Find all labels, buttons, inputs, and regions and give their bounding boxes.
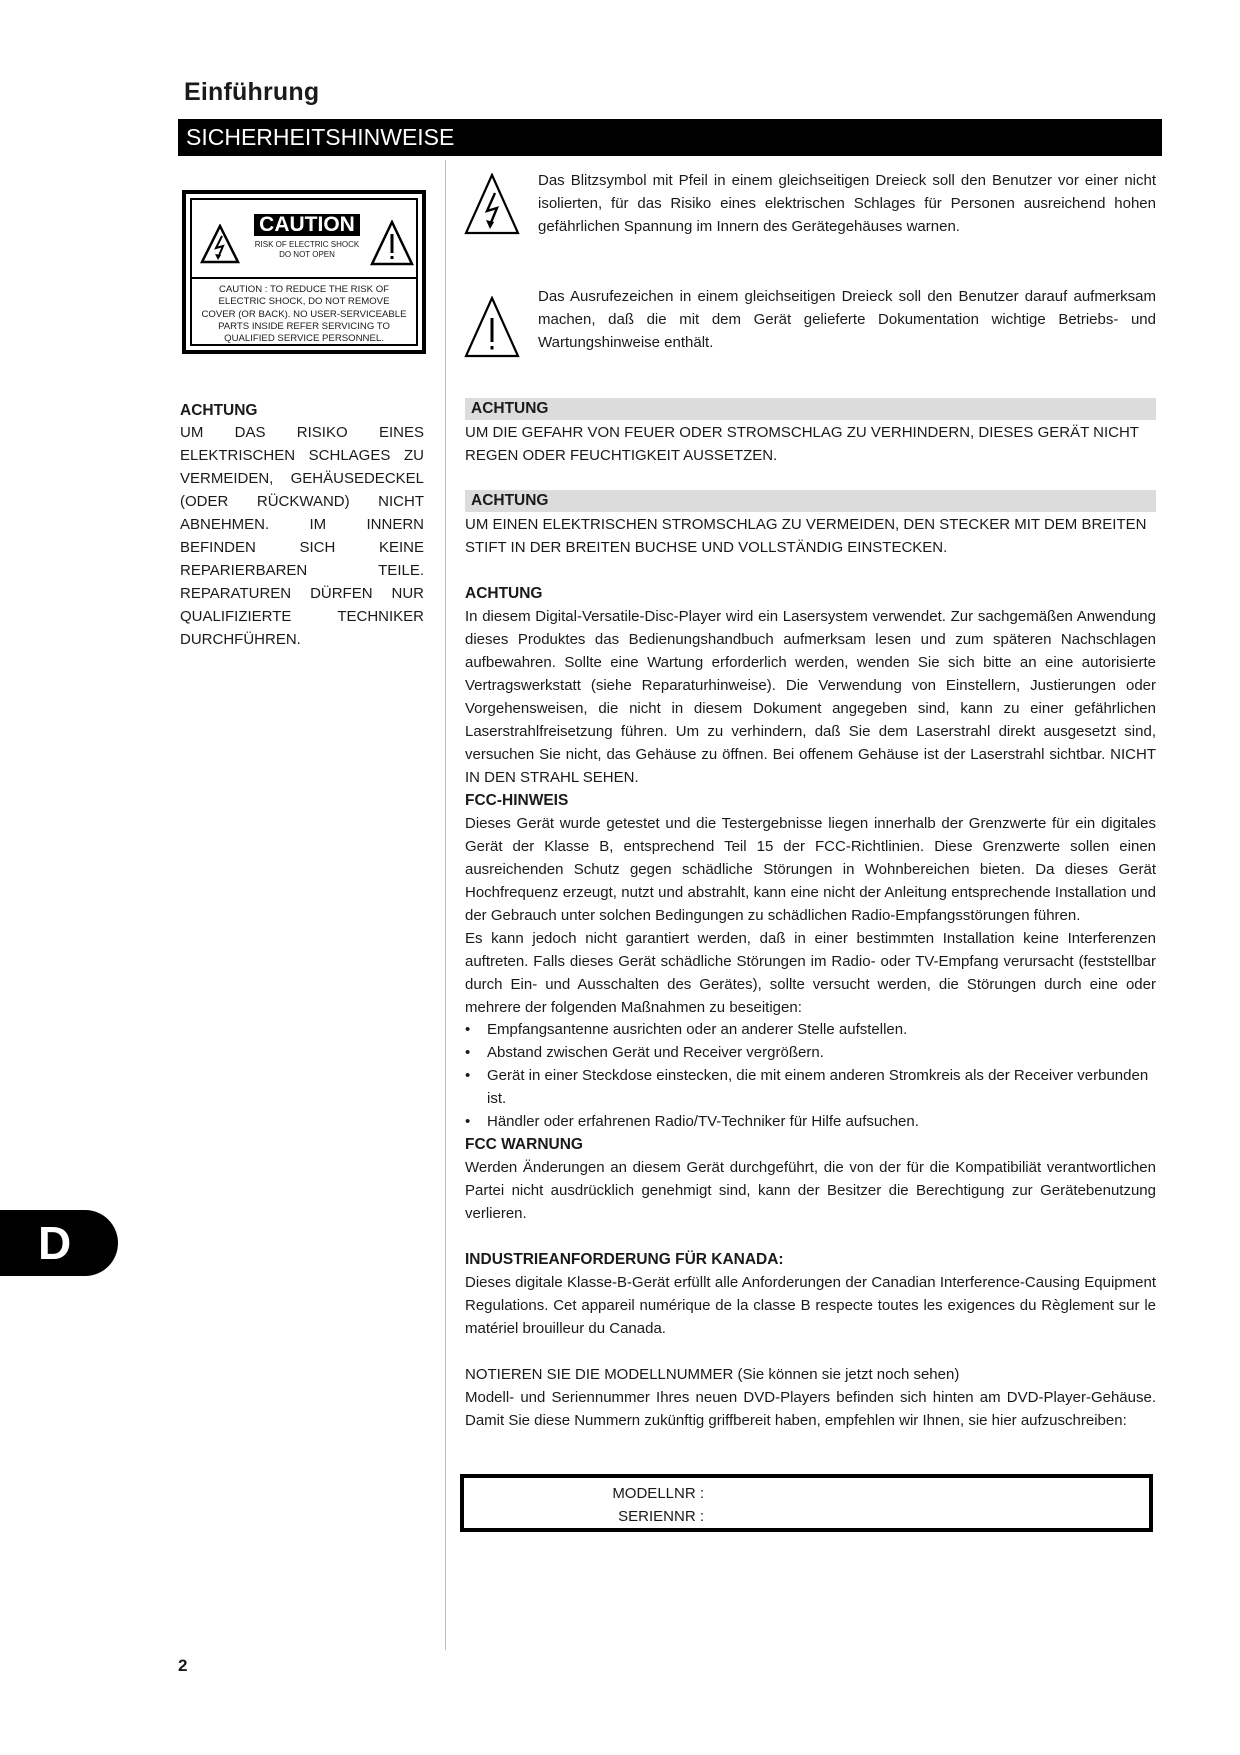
section-title: Einführung (184, 78, 320, 106)
caution-text-line: COVER (OR BACK). NO USER-SERVICEABLE (201, 308, 407, 320)
left-achtung-heading: ACHTUNG (180, 402, 258, 419)
list-item: • Abstand zwischen Gerät und Receiver vergrößern. (465, 1041, 1156, 1064)
caution-separator (192, 277, 416, 279)
caution-text (196, 284, 412, 345)
model-number-note-text: Modell- und Seriennummer Ihres neuen DVD-Players befinden sich hinten am DVD-Player-Gehäuse. Damit Sie diese Nummern zukünftig griffbereit haben, empfehlen wir Ihnen, sie hier aufzuschreiben: (465, 1389, 1156, 1429)
caution-risk-text (250, 240, 364, 260)
caution-text-line: ELECTRIC SHOCK, DO NOT REMOVE (218, 296, 390, 308)
list-item: • Gerät in einer Steckdose einstecken, die mit einem anderen Stromkreis als der Receiver verbunden ist. (465, 1064, 1156, 1110)
achtung-heading-3: ACHTUNG (465, 585, 543, 602)
model-number-label: MODELLNR : (612, 1485, 704, 1502)
caution-risk-line: DO NOT OPEN (279, 250, 335, 259)
section-heading-bar: SICHERHEITSHINWEISE (178, 119, 1162, 156)
fcc-notice-heading: FCC-HINWEIS (465, 792, 569, 809)
achtung-laser-text: In diesem Digital-Versatile-Disc-Player wird ein Lasersystem verwendet. Zur sachgemäßen Anwendung dieses Produktes das Bedienungshandbuch aufmerksam lesen und zum späteren Nachschlagen aufbewahren. Sollte eine Wartung erforderlich werden, wenden Sie sich bitte an eine autorisierte Vertragswerkstatt (siehe Reparaturhinweise). Die Verwendung von Einstellern, Justierungen oder Vorgehensweisen, die nicht in diesem Dokument angegeben sind, kann zu einer gefährlichen Laserstrahlfreisetzung führen. Um zu verhindern, daß Sie dem Laserstrahl direkt ausgesetzt sind, versuchen Sie nicht, das Gehäuse zu öffnen. Bei offenem Gehäuse ist der Laserstrahl sichtbar. NICHT IN DEN STRAHL SEHEN. (465, 608, 1156, 786)
serial-number-label: SERIENNR : (618, 1508, 704, 1525)
fcc-warning-text: Werden Änderungen an diesem Gerät durchgeführt, die von der für die Kompatibiliät verantwortlichen Partei nicht ausdrücklich genehmigt sind, kann der Besitzer die Berechtigung zur Gerätebenutzung verlieren. (465, 1159, 1156, 1222)
achtung-text-2: UM EINEN ELEKTRISCHEN STROMSCHLAG ZU VERMEIDEN, DEN STECKER MIT DEM BREITEN STIFT IN DER BREITEN BUCHSE UND VOLLSTÄNDIG EINSTECKEN. (465, 516, 1147, 556)
caution-risk-line: RISK OF ELECTRIC SHOCK (254, 240, 360, 249)
list-item: • Empfangsantenne ausrichten oder an anderer Stelle aufstellen. (465, 1018, 1156, 1041)
model-number-note-heading: NOTIEREN SIE DIE MODELLNUMMER (Sie können sie jetzt noch sehen) (465, 1366, 960, 1383)
fcc-notice-paragraph-1: Dieses Gerät wurde getestet und die Testergebnisse liegen innerhalb der Grenzwerte für ein digitales Gerät der Klasse B, entsprechend Teil 15 der FCC-Richtlinien. Diese Grenzwerte sollen einen ausreichenden Schutz gegen schädliche Störungen in Wohnbereichen bieten. Da dieses Gerät Hochfrequenz erzeugt, nutzt und abstrahlt, kann eine nicht der Anleitung entsprechende Installation und der Gebrauch unter solchen Bedingungen zu schädlichen Radio-Empfangsstörungen führen. (465, 815, 1156, 924)
fcc-notice-paragraph-2: Es kann jedoch nicht garantiert werden, daß in einer bestimmten Installation keine Interferenzen auftreten. Falls dieses Gerät schädliche Störungen im Radio- oder TV-Empfang verursacht (feststellbar durch Ein- und Ausschalten des Gerätes), sollte versucht werden, die Störungen durch eine oder mehrere der folgenden Maßnahmen zu beseitigen: (465, 930, 1156, 1016)
left-achtung-text: UM DAS RISIKO EINES ELEKTRISCHEN SCHLAGES ZU VERMEIDEN, GEHÄUSEDECKEL (ODER RÜCKWAND) NICHT ABNEHMEN. IM INNERN BEFINDEN SICH KEINE REPARIERBAREN TEILE. REPARATUREN DÜRFEN NUR QUALIFIZIERTE TECHNIKER DURCHFÜHREN. (180, 424, 424, 648)
exclamation-symbol-explanation: Das Ausrufezeichen in einem gleichseitigen Dreieck soll den Benutzer darauf aufmerksam machen, daß die mit dem Gerät gelieferte Dokumentation wichtige Betriebs- und Wartungshinweise enthält. (538, 288, 1156, 351)
fcc-notice-text (465, 812, 1156, 1019)
list-item: • Händler oder erfahrenen Radio/TV-Techniker für Hilfe aufsuchen. (465, 1110, 1156, 1133)
language-tab: D (0, 1210, 118, 1276)
lightning-symbol-explanation: Das Blitzsymbol mit Pfeil in einem gleichseitigen Dreieck soll den Benutzer vor einer nicht isolierten, für das Risiko eines elektrischen Schlages für Personen ausreichend hohen gefährlichen Spannung im Innern des Gerätegehäuses warnen. (538, 172, 1156, 235)
caution-text-line: CAUTION : TO REDUCE THE RISK OF (218, 284, 390, 295)
achtung-heading-1: ACHTUNG (465, 398, 1156, 420)
lightning-warning-icon (200, 224, 240, 264)
exclamation-warning-icon (370, 220, 414, 266)
page-number: 2 (178, 1656, 188, 1675)
canada-heading: INDUSTRIEANFORDERUNG FÜR KANADA: (465, 1251, 784, 1268)
column-divider (445, 160, 446, 1650)
achtung-heading-2: ACHTUNG (465, 490, 1156, 512)
fcc-measures-list (465, 1018, 1156, 1133)
caution-text-line: QUALIFIED SERVICE PERSONNEL. (224, 333, 384, 345)
caution-word: CAUTION (254, 214, 360, 236)
caution-text-line: PARTS INSIDE REFER SERVICING TO (218, 320, 390, 332)
caution-label (182, 190, 426, 354)
canada-text: Dieses digitale Klasse-B-Gerät erfüllt alle Anforderungen der Canadian Interference-Causing Equipment Regulations. Cet appareil numérique de la classe B respecte toutes les exigences du Règlement sur le matériel brouilleur du Canada. (465, 1274, 1156, 1337)
fcc-warning-heading: FCC WARNUNG (465, 1136, 583, 1153)
model-serial-record-box (460, 1474, 1153, 1532)
exclamation-warning-icon (464, 296, 520, 358)
lightning-warning-icon (464, 173, 520, 235)
achtung-text-1: UM DIE GEFAHR VON FEUER ODER STROMSCHLAG ZU VERHINDERN, DIESES GERÄT NICHT REGEN ODER FEUCHTIGKEIT AUSSETZEN. (465, 424, 1139, 464)
